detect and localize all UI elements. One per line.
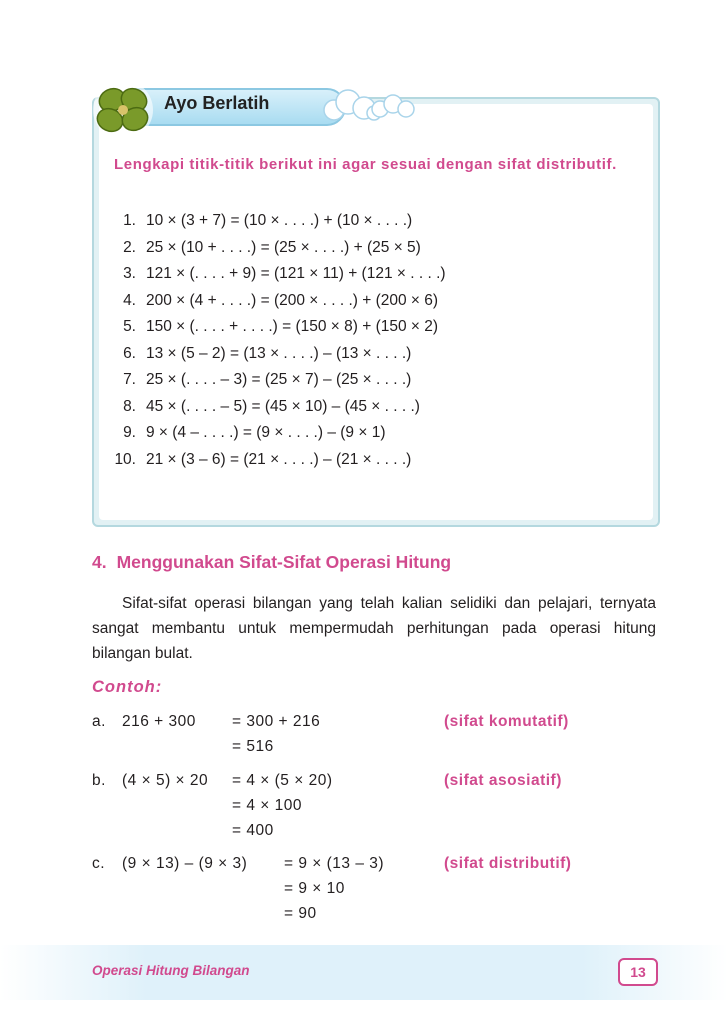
example-b-property: (sifat asosiatif)	[444, 772, 562, 789]
cloud-icon	[368, 94, 418, 120]
item-number: 3.	[123, 265, 136, 282]
exercise-instruction: Lengkapi titik-titik berikut ini agar sesuai dengan sifat distributif.	[114, 156, 617, 173]
section-title: Menggunakan Sifat-Sifat Operasi Hitung	[116, 552, 452, 572]
item-number: 9.	[123, 424, 136, 441]
example-b-label: b.	[92, 772, 106, 789]
example-b-step: = 400	[232, 822, 274, 839]
example-a-lhs: 216 + 300	[122, 713, 196, 730]
section-heading	[92, 552, 451, 573]
example-b-step: = 4 × 100	[232, 797, 303, 814]
paragraph-text: Sifat-sifat operasi bilangan yang telah kalian selidiki dan pelajari, ternyata sangat membantu untuk mempermudah perhitungan pada operasi hitung bilangan bulat.	[92, 595, 656, 662]
clover-icon	[88, 78, 158, 142]
item-text: 25 × (10 + . . . .) = (25 × . . . .) + (25 × 5)	[146, 238, 421, 256]
item-text: 25 × (. . . . – 3) = (25 × 7) – (25 × . . . .)	[146, 371, 412, 388]
section-paragraph	[92, 591, 656, 666]
list-item	[98, 235, 446, 262]
item-text: 150 × (. . . . + . . . .) = (150 × 8) + (150 × 2)	[146, 318, 439, 335]
item-number: 7.	[123, 371, 136, 388]
example-c-step: = 9 × (13 – 3)	[284, 855, 385, 872]
list-item	[98, 341, 446, 368]
exercise-list	[98, 208, 446, 473]
exercise-title: Ayo Berlatih	[164, 93, 270, 113]
item-text: 10 × (3 + 7) = (10 × . . . .) + (10 × . . . .)	[146, 212, 413, 229]
example-c-step: = 90	[284, 905, 317, 922]
example-label: Contoh:	[92, 678, 163, 696]
list-item	[98, 261, 446, 288]
example-c-label: c.	[92, 855, 106, 872]
example-c-step: = 9 × 10	[284, 880, 345, 897]
list-item	[98, 288, 446, 315]
example-a-step: = 516	[232, 738, 274, 755]
list-item	[98, 447, 446, 474]
example-a-step: = 300 + 216	[232, 713, 321, 730]
item-text: 121 × (. . . . + 9) = (121 × 11) + (121 × . . . .)	[146, 265, 446, 282]
list-item	[98, 367, 446, 394]
item-number: 5.	[123, 318, 136, 335]
item-number: 8.	[123, 397, 136, 415]
item-text: 13 × (5 – 2) = (13 × . . . .) – (13 × . . . .)	[146, 344, 412, 362]
item-number: 2.	[123, 238, 136, 256]
item-text: 9 × (4 – . . . .) = (9 × . . . .) – (9 × 1)	[146, 424, 386, 441]
list-item	[98, 314, 446, 341]
list-item	[98, 420, 446, 447]
section-number: 4.	[92, 552, 107, 572]
item-number: 10.	[114, 450, 136, 468]
item-number: 6.	[123, 344, 136, 362]
item-text: 200 × (4 + . . . .) = (200 × . . . .) + (200 × 6)	[146, 291, 439, 309]
example-c-lhs: (9 × 13) – (9 × 3)	[122, 855, 248, 872]
page-number: 13	[618, 958, 658, 986]
list-item	[98, 208, 446, 235]
item-number: 1.	[123, 212, 136, 229]
footer-title: Operasi Hitung Bilangan	[92, 963, 250, 978]
list-item	[98, 394, 446, 421]
example-a-property: (sifat komutatif)	[444, 713, 569, 730]
example-b-step: = 4 × (5 × 20)	[232, 772, 333, 789]
example-c-property: (sifat distributif)	[444, 855, 572, 872]
item-number: 4.	[123, 291, 136, 309]
example-b-lhs: (4 × 5) × 20	[122, 772, 209, 789]
example-a-label: a.	[92, 713, 106, 730]
item-text: 21 × (3 – 6) = (21 × . . . .) – (21 × . . . .)	[146, 450, 412, 468]
item-text: 45 × (. . . . – 5) = (45 × 10) – (45 × . . . .)	[146, 397, 420, 415]
